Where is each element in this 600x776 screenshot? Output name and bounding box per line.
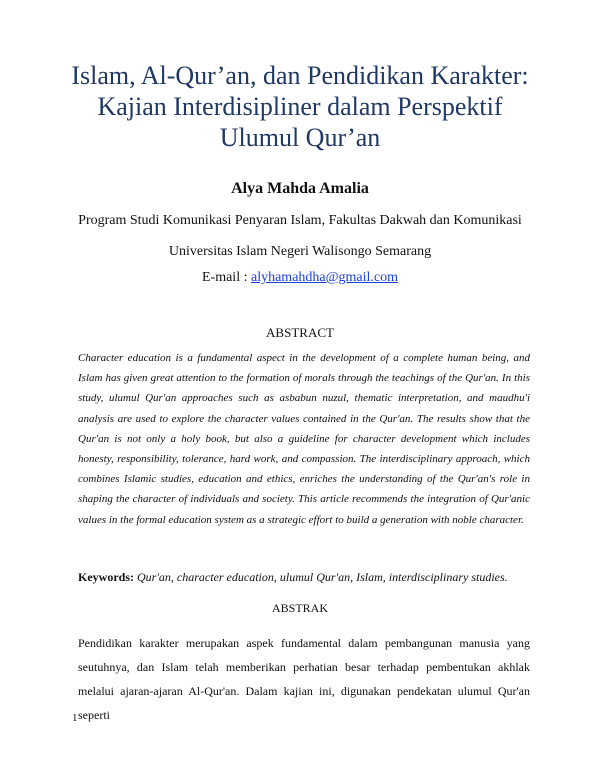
email-link[interactable]: alyhamahdha@gmail.com (250, 270, 398, 285)
keywords-line (78, 570, 538, 585)
paper-title (40, 60, 560, 153)
email-line (0, 270, 600, 286)
title-line-3: Ulumul Qur’an (219, 123, 381, 152)
email-label: E-mail : (201, 270, 251, 285)
abstract-heading: ABSTRACT (266, 325, 334, 340)
abstract-body: Character education is a fundamental aspect in the development of a complete human being, and Islam has given great attention to the formation of morals through the teachings of the Qur'an. In this study, ulumul Qur'an approaches such as asbabun nuzul, thematic interpretation, and maudhu'i analysis are used to explore the character values contained in the Qur'an. The results show that the Qur'an is not only a holy book, but also a guideline for character development which includes honesty, responsibility, tolerance, hard work, and compassion. The interdisciplinary approach, which combines Islamic studies, education and ethics, enriches the understanding of the Qur'an's role in shaping the character of individuals and society. This article recommends the integration of Qur'anic values in the formal education system as a strategic effort to build a generation with noble character. (78, 352, 530, 526)
author-name: Alya Mahda Amalia (231, 180, 369, 197)
keywords-text: Qur'an, character education, ulumul Qur'an, Islam, interdisciplinary studies. (134, 570, 508, 584)
affiliation-line-1: Program Studi Komunikasi Penyaran Islam, Fakultas Dakwah dan Komunikasi (78, 213, 522, 228)
keywords-label: Keywords: (78, 570, 134, 584)
abstrak-heading: ABSTRAK (271, 601, 328, 615)
page-number: 1 (72, 712, 78, 724)
title-line-1: Islam, Al-Qur’an, dan Pendidikan Karakter: (71, 61, 529, 90)
abstrak-body: Pendidikan karakter merupakan aspek fundamental dalam pembangunan manusia yang seutuhnya, dan Islam telah memberikan perhatian besar terhadap pembentukan akhlak melalui ajaran-ajaran Al-Qur'an. Dalam kajian ini, digunakan pendekatan ulumul Qur'an seperti (78, 636, 530, 722)
title-line-2: Kajian Interdisipliner dalam Perspektif (97, 92, 503, 121)
affiliation-line-2: Universitas Islam Negeri Walisongo Semarang (168, 244, 432, 259)
